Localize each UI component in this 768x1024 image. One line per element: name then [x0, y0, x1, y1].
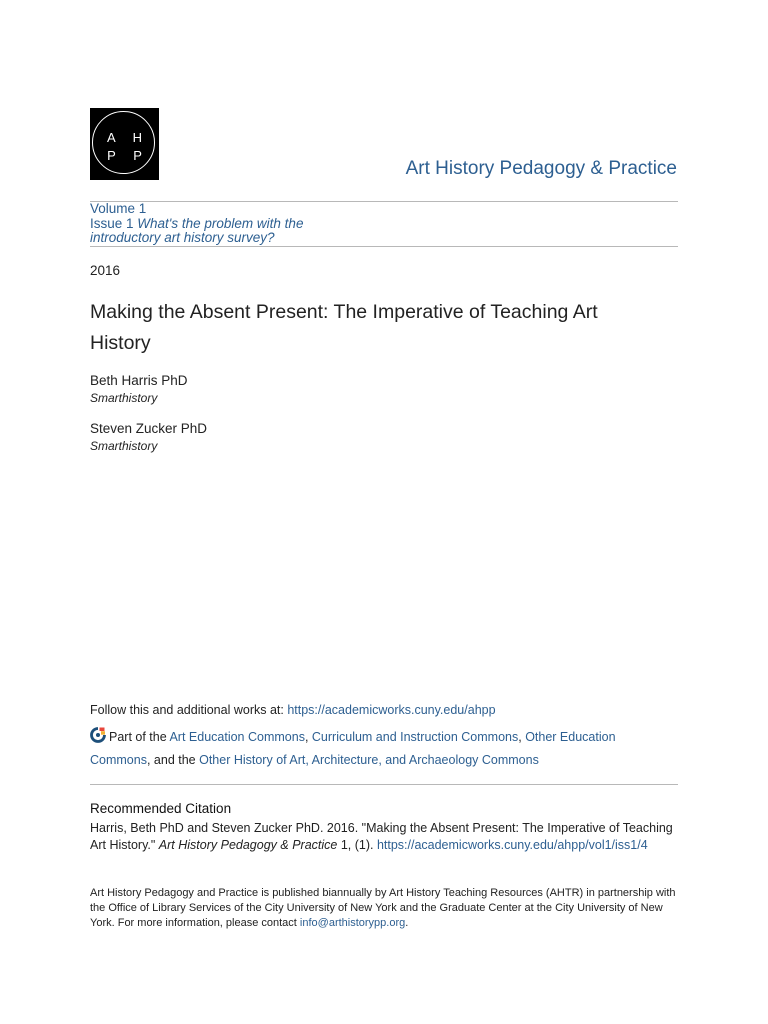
follow-text: Follow this and additional works at:: [90, 703, 288, 717]
divider-issue: [90, 246, 678, 247]
footer-text: Art History Pedagogy and Practice is published biannually by Art History Teaching Resources (AHTR) in partnership with the Office of Library Services of the City University of New York and the Graduate Center at the City University of New York. For more information, please contact: [90, 887, 676, 929]
publication-year: 2016: [90, 263, 121, 278]
issue-title-part2: introductory art history survey?: [90, 230, 275, 245]
author-affiliation: Smarthistory: [90, 391, 158, 405]
separator: , and the: [146, 753, 200, 767]
author-affiliation: Smarthistory: [90, 439, 158, 453]
issue-title-part1: What's the problem with the: [137, 215, 304, 231]
divider-citation: [90, 784, 678, 785]
bepress-commons-icon: [90, 727, 106, 750]
journal-logo: [90, 108, 159, 180]
volume-link[interactable]: Volume 1: [90, 201, 147, 216]
other-education-commons-link[interactable]: Other Education Commons: [90, 730, 616, 767]
author-name: Steven Zucker PhD: [90, 421, 208, 436]
citation-body: Harris, Beth PhD and Steven Zucker PhD. 2016. "Making the Absent Present: The Imperative of Teaching Art History.": [90, 821, 673, 852]
curriculum-instruction-commons-link[interactable]: Curriculum and Instruction Commons: [311, 730, 519, 744]
part-of-prefix: Part of the: [109, 730, 170, 744]
separator: ,: [518, 730, 526, 744]
issue-prefix: Issue 1: [90, 215, 134, 231]
citation-journal: Art History Pedagogy & Practice: [158, 838, 338, 852]
citation-volume: 1, (1).: [337, 838, 377, 852]
other-history-of-art-commons-link[interactable]: Other History of Art, Architecture, and Archaeology Commons: [199, 753, 539, 767]
issue-link[interactable]: [90, 216, 303, 246]
repository-link[interactable]: https://academicworks.cuny.edu/ahpp: [287, 703, 496, 717]
footer-note: [90, 886, 680, 931]
citation-heading: Recommended Citation: [90, 801, 232, 816]
separator: ,: [304, 730, 312, 744]
journal-title-link[interactable]: Art History Pedagogy & Practice: [405, 158, 677, 179]
paper-title: Making the Absent Present: The Imperative of Teaching Art History: [90, 301, 598, 354]
author-name: Beth Harris PhD: [90, 373, 188, 388]
part-of-commons: [90, 727, 650, 771]
citation-text: [90, 820, 680, 854]
art-education-commons-link[interactable]: Art Education Commons: [169, 730, 305, 744]
footer-end: .: [405, 917, 409, 929]
citation-url-link[interactable]: https://academicworks.cuny.edu/ahpp/vol1/iss1/4: [376, 838, 648, 852]
issue-block: [90, 202, 390, 246]
logo-text-line1: A H: [107, 130, 149, 145]
contact-email-link[interactable]: info@arthistorypp.org: [299, 917, 406, 929]
logo-text-line2: P P: [107, 148, 149, 163]
follow-line: [90, 703, 496, 717]
